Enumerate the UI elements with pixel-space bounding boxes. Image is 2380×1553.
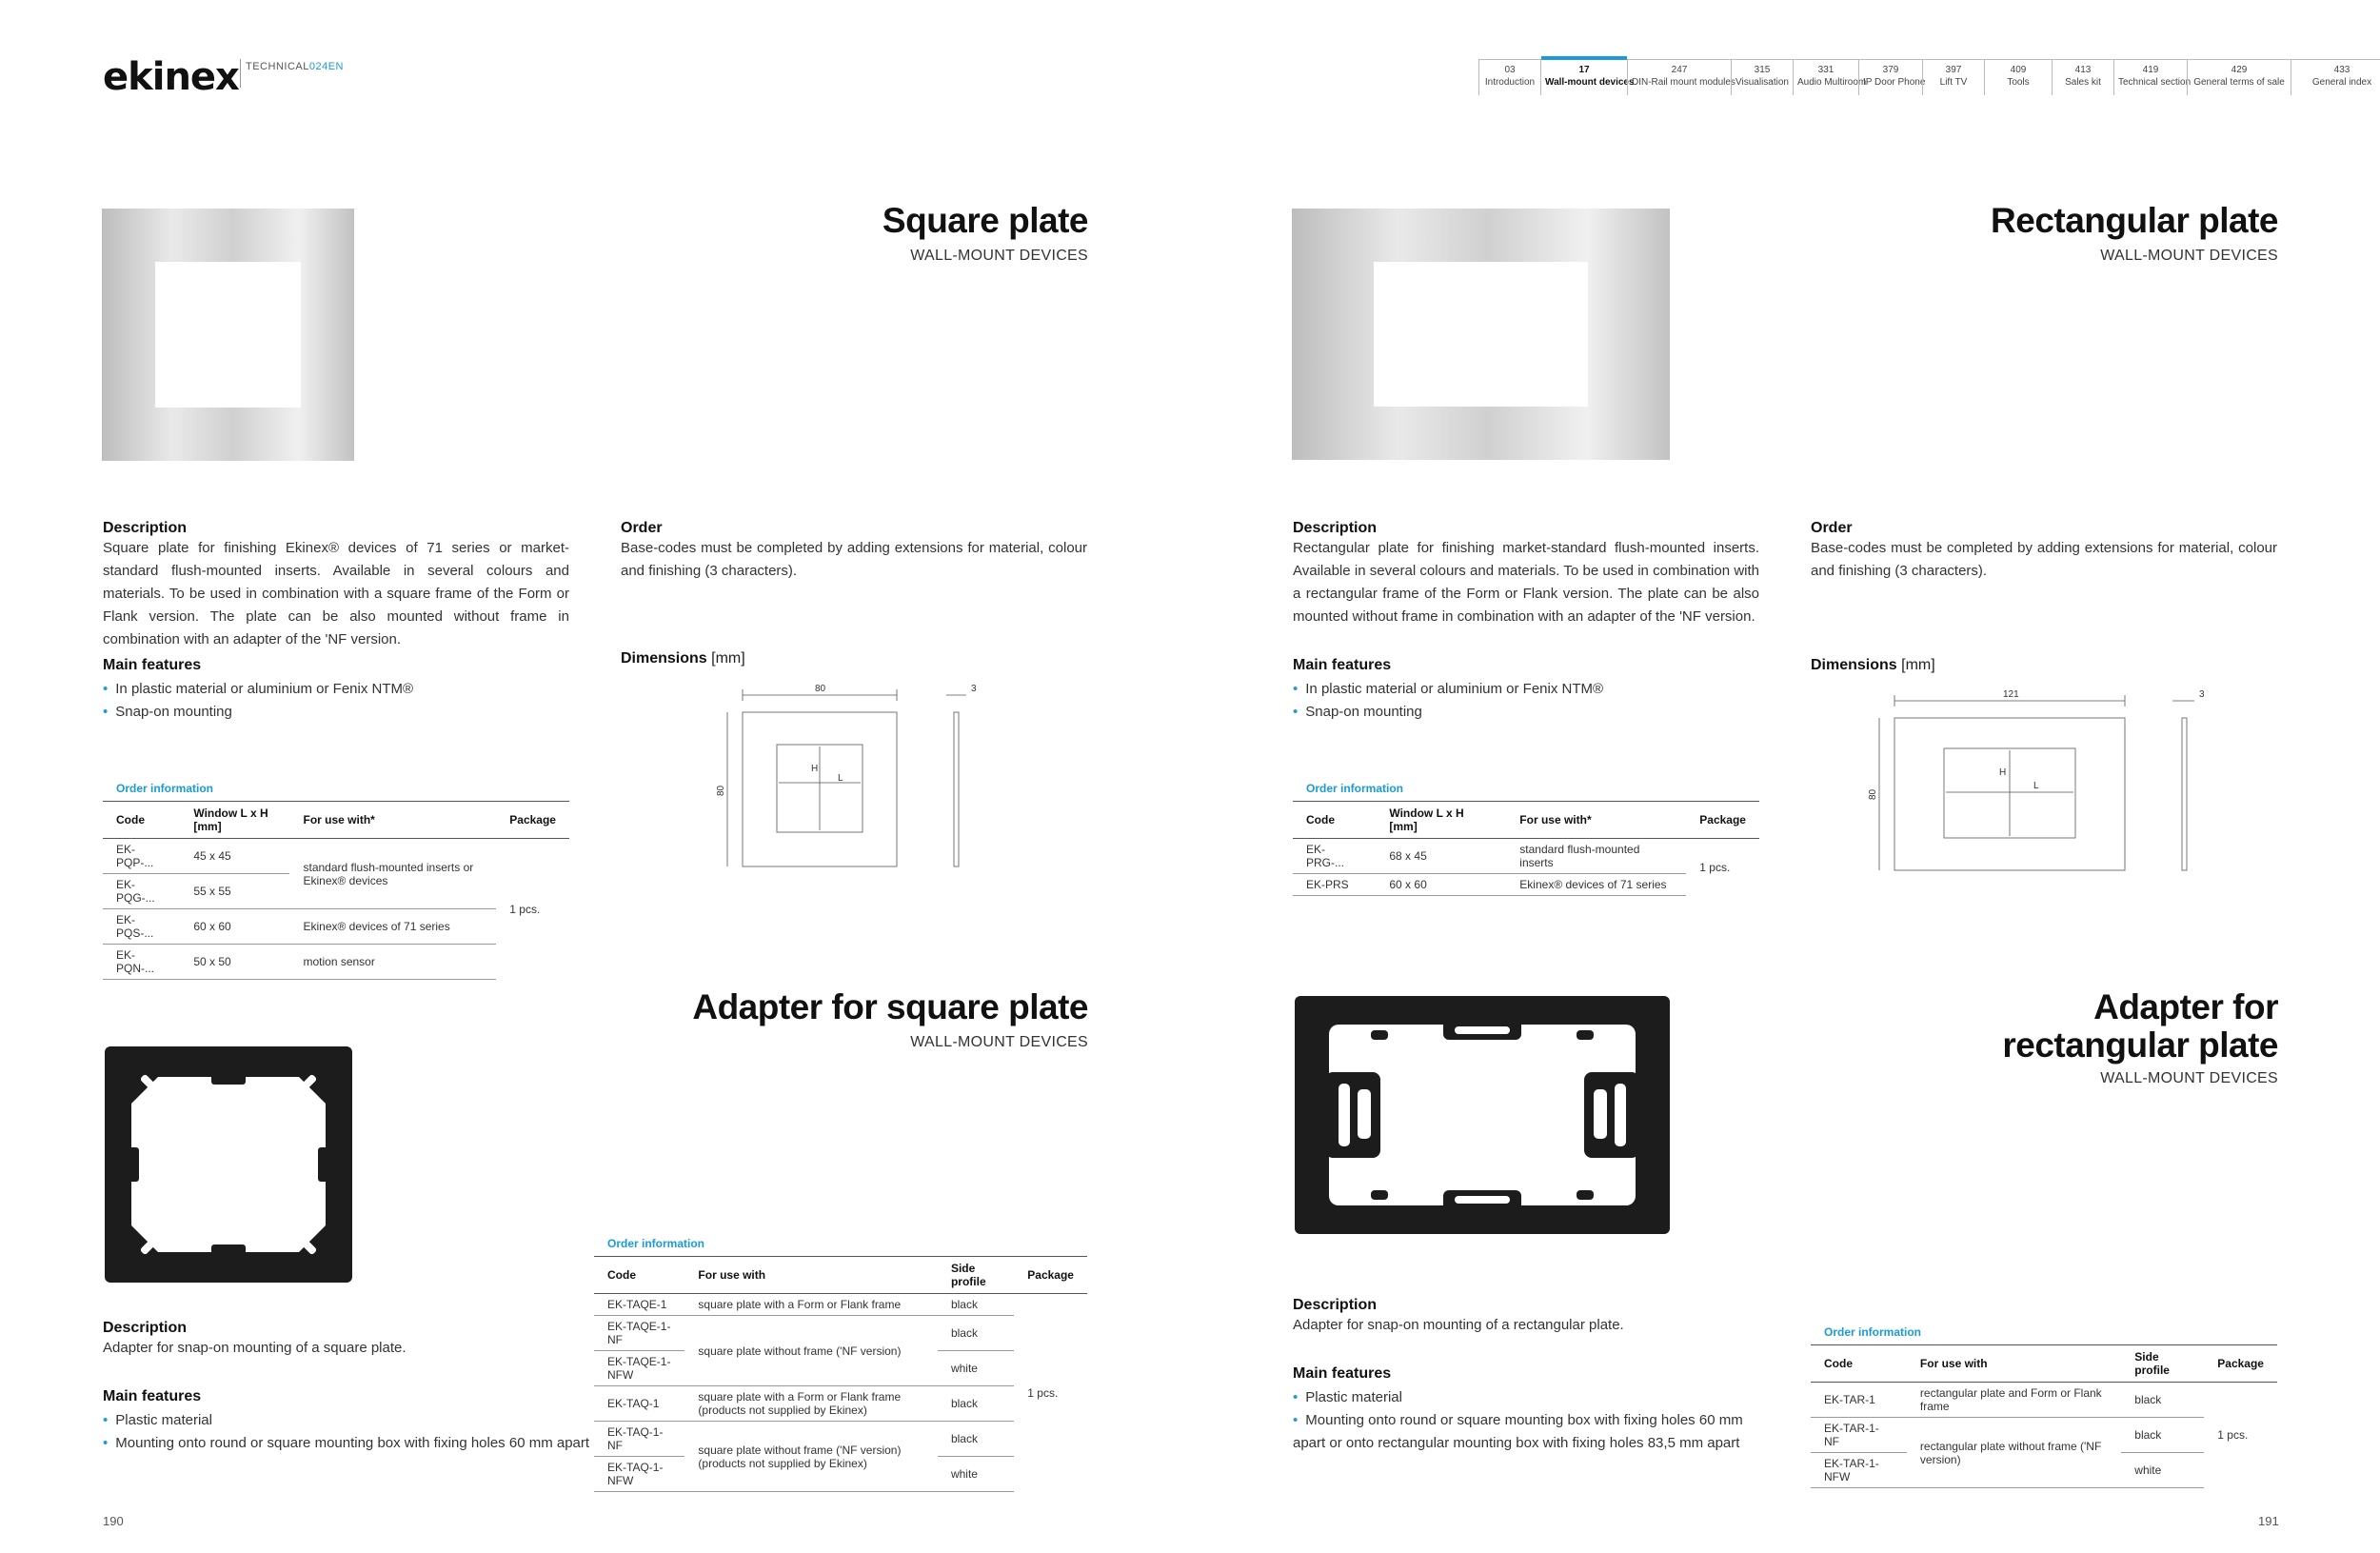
adapter-rect-title-line1: Adapter for	[2093, 987, 2278, 1026]
rect-plate-features	[1293, 657, 1759, 724]
rect-plate-dimension-drawing	[1866, 684, 2218, 884]
rect-plate-order	[1811, 520, 2277, 583]
feature-item: • In plastic material or aluminium or Fenix NTM®	[103, 678, 569, 701]
nav-lift-tv[interactable]: 397 Lift TV	[1922, 59, 1984, 95]
col-code: Code	[103, 802, 180, 839]
table-row: EK-PQS-... 60 x 60 Ekinex® devices of 71 series	[103, 909, 569, 945]
adapter-square-subtitle: WALL-MOUNT DEVICES	[910, 1034, 1088, 1050]
order-info-heading: Order information	[607, 1237, 705, 1250]
description-text: Adapter for snap-on mounting of a rectangular plate.	[1293, 1317, 1624, 1333]
dim-l-label: L	[2033, 781, 2039, 791]
rect-plate-image	[1292, 209, 1670, 460]
features-heading: Main features	[1293, 657, 1392, 673]
description-text: Square plate for finishing Ekinex® devices of 71 series or market-standard flush-mounted inserts. Available in several colours and materials. To be used in combination with a square frame of the Form or Flank version. The plate can be also mounted without frame in combination with an adapter of the 'NF version.	[103, 540, 569, 647]
nav-tools[interactable]: 409 Tools	[1984, 59, 2052, 95]
col-package: Package	[1014, 1257, 1087, 1294]
feature-item: • In plastic material or aluminium or Fenix NTM®	[1293, 678, 1759, 701]
feature-item: • Snap-on mounting	[1293, 701, 1759, 724]
rect-plate-order-table	[1293, 801, 1759, 896]
square-plate-order-table	[103, 801, 569, 980]
table-row: EK-PRS 60 x 60 Ekinex® devices of 71 series	[1293, 874, 1759, 896]
adapter-square-title: Adapter for square plate	[692, 987, 1088, 1026]
dim-width-label: 80	[815, 684, 826, 694]
dim-l-label: L	[838, 773, 843, 784]
adapter-rect-order-info	[1811, 1325, 2277, 1488]
col-package: Package	[496, 802, 569, 839]
table-row: EK-TAR-1-NFW white	[1811, 1453, 2277, 1488]
col-use: For use with*	[289, 802, 496, 839]
rect-adapter-image	[1291, 992, 1674, 1238]
adapter-rect-title	[1856, 988, 2278, 1065]
table-row: EK-TAQE-1-NF square plate without frame ('NF version) black	[594, 1316, 1087, 1351]
table-row: EK-PRG-... 68 x 45 standard flush-mounted inserts 1 pcs.	[1293, 839, 1759, 874]
dim-thickness-label: 3	[971, 684, 977, 694]
description-heading: Description	[103, 1320, 188, 1336]
square-adapter-image	[101, 1043, 356, 1286]
square-plate-dimension-drawing	[714, 678, 1000, 878]
feature-item: • Mounting onto round or square mounting box with fixing holes 60 mm apart	[103, 1432, 636, 1455]
catalog-tag	[246, 61, 344, 72]
description-heading: Description	[1293, 1297, 1378, 1313]
adapter-square-order-info	[594, 1237, 1087, 1492]
col-window: Window L x H [mm]	[1376, 802, 1506, 839]
feature-item: • Snap-on mounting	[103, 701, 569, 724]
table-row: EK-TAQ-1-NFW white	[594, 1457, 1087, 1492]
col-code: Code	[1811, 1345, 1907, 1383]
page-number-right: 191	[2258, 1514, 2279, 1528]
description-heading: Description	[103, 520, 188, 536]
rect-plate-description	[1293, 520, 1759, 628]
table-row: EK-TAR-1-NF rectangular plate without frame ('NF version) black	[1811, 1418, 2277, 1453]
description-text: Adapter for snap-on mounting of a square plate.	[103, 1340, 407, 1356]
nav-wall-mount-devices[interactable]: 17 Wall-mount devices	[1540, 59, 1627, 95]
nav-audio-multiroom[interactable]: 331 Audio Multiroom	[1793, 59, 1858, 95]
dim-height-label: 80	[1868, 788, 1878, 800]
features-heading: Main features	[1293, 1365, 1392, 1382]
order-info-heading: Order information	[1824, 1325, 1922, 1339]
adapter-rect-order-table	[1811, 1344, 2277, 1488]
nav-introduction[interactable]: 03 Introduction	[1478, 59, 1540, 95]
features-heading: Main features	[103, 1388, 202, 1404]
col-code: Code	[594, 1257, 684, 1294]
col-code: Code	[1293, 802, 1376, 839]
order-heading: Order	[1811, 520, 1853, 536]
adapter-rect-description	[1293, 1297, 1788, 1337]
table-row: EK-PQN-... 50 x 50 motion sensor	[103, 945, 569, 980]
square-plate-title: Square plate	[882, 201, 1088, 240]
rect-plate-dimensions-heading: Dimensions [mm]	[1811, 657, 1935, 673]
dim-h-label: H	[1999, 767, 2007, 778]
order-text: Base-codes must be completed by adding extensions for material, colour and finishing (3 characters).	[621, 540, 1087, 579]
col-use: For use with	[684, 1257, 938, 1294]
table-row: EK-TAQ-1 square plate with a Form or Flank frame (products not supplied by Ekinex) black	[594, 1386, 1087, 1422]
feature-item: • Mounting onto round or square mounting box with fixing holes 60 mm apart or onto rectangular mounting box with fixing holes 83,5 mm apart	[1293, 1409, 1745, 1455]
nav-general-terms[interactable]: 429 General terms of sale	[2187, 59, 2291, 95]
rect-plate-order-info	[1293, 782, 1759, 896]
dim-height-label: 80	[716, 785, 726, 796]
rect-plate-subtitle: WALL-MOUNT DEVICES	[2100, 248, 2278, 264]
order-info-heading: Order information	[116, 782, 214, 795]
square-plate-subtitle: WALL-MOUNT DEVICES	[910, 248, 1088, 264]
ekinex-logo: ekinex	[103, 55, 239, 99]
square-plate-order-info	[103, 782, 569, 980]
square-plate-dimensions-heading: Dimensions [mm]	[621, 650, 745, 667]
square-plate-image	[102, 209, 354, 461]
catalog-tag-prefix: TECHNICAL	[246, 61, 309, 72]
col-window: Window L x H [mm]	[180, 802, 289, 839]
features-heading: Main features	[103, 657, 202, 673]
dim-h-label: H	[811, 764, 819, 774]
catalog-tag-code: 024EN	[308, 61, 344, 72]
feature-item: • Plastic material	[1293, 1386, 1745, 1409]
logo-divider	[240, 59, 241, 88]
adapter-rect-subtitle: WALL-MOUNT DEVICES	[2100, 1070, 2278, 1086]
adapter-rect-features	[1293, 1365, 1745, 1455]
dim-thickness-label: 3	[2199, 689, 2205, 700]
order-text: Base-codes must be completed by adding extensions for material, colour and finishing (3 characters).	[1811, 540, 2277, 579]
square-plate-features	[103, 657, 569, 724]
table-row: EK-TAR-1 rectangular plate and Form or Flank frame black 1 pcs.	[1811, 1383, 2277, 1418]
dim-width-label: 121	[2003, 689, 2019, 700]
nav-sales-kit[interactable]: 413 Sales kit	[2052, 59, 2113, 95]
nav-visualisation[interactable]: 315 Visualisation	[1731, 59, 1793, 95]
adapter-square-order-table	[594, 1256, 1087, 1492]
square-plate-window	[155, 262, 301, 408]
table-row: EK-TAQE-1-NFW white	[594, 1351, 1087, 1386]
nav-ip-door-phone[interactable]: 379 IP Door Phone	[1858, 59, 1922, 95]
chapter-nav	[1478, 59, 2380, 95]
col-package: Package	[2204, 1345, 2277, 1383]
col-use: For use with*	[1506, 802, 1686, 839]
rect-plate-window	[1374, 262, 1588, 407]
col-side-profile: Side profile	[938, 1257, 1014, 1294]
nav-technical-section[interactable]: 419 Technical section	[2113, 59, 2187, 95]
order-heading: Order	[621, 520, 663, 536]
adapter-square-features	[103, 1388, 636, 1455]
rect-plate-title: Rectangular plate	[1991, 201, 2278, 240]
col-package: Package	[1686, 802, 1759, 839]
nav-din-rail[interactable]: 247 DIN-Rail mount modules	[1627, 59, 1731, 95]
table-row: EK-TAQ-1-NF square plate without frame ('NF version) (products not supplied by Ekinex) black	[594, 1422, 1087, 1457]
nav-general-index[interactable]: 433 General index	[2291, 59, 2380, 95]
square-plate-description	[103, 520, 569, 651]
order-info-heading: Order information	[1306, 782, 1404, 795]
table-row: EK-PQP-... 45 x 45 standard flush-mounted inserts or Ekinex® devices 1 pcs.	[103, 839, 569, 874]
page-number-left: 190	[103, 1514, 124, 1528]
adapter-square-description	[103, 1320, 598, 1360]
description-text: Rectangular plate for finishing market-standard flush-mounted inserts. Available in several colours and materials. To be used in combination with a rectangular frame of the Form or Flank version. The plate can be also mounted without frame in combination with an adapter of the 'NF version.	[1293, 540, 1759, 625]
description-heading: Description	[1293, 520, 1378, 536]
square-plate-order	[621, 520, 1087, 583]
table-row: EK-PQG-... 55 x 55	[103, 874, 569, 909]
adapter-rect-title-line2: rectangular plate	[2002, 1025, 2278, 1065]
feature-item: • Plastic material	[103, 1409, 636, 1432]
col-use: For use with	[1907, 1345, 2121, 1383]
table-row: EK-TAQE-1 square plate with a Form or Flank frame black 1 pcs.	[594, 1294, 1087, 1316]
col-side-profile: Side profile	[2121, 1345, 2204, 1383]
